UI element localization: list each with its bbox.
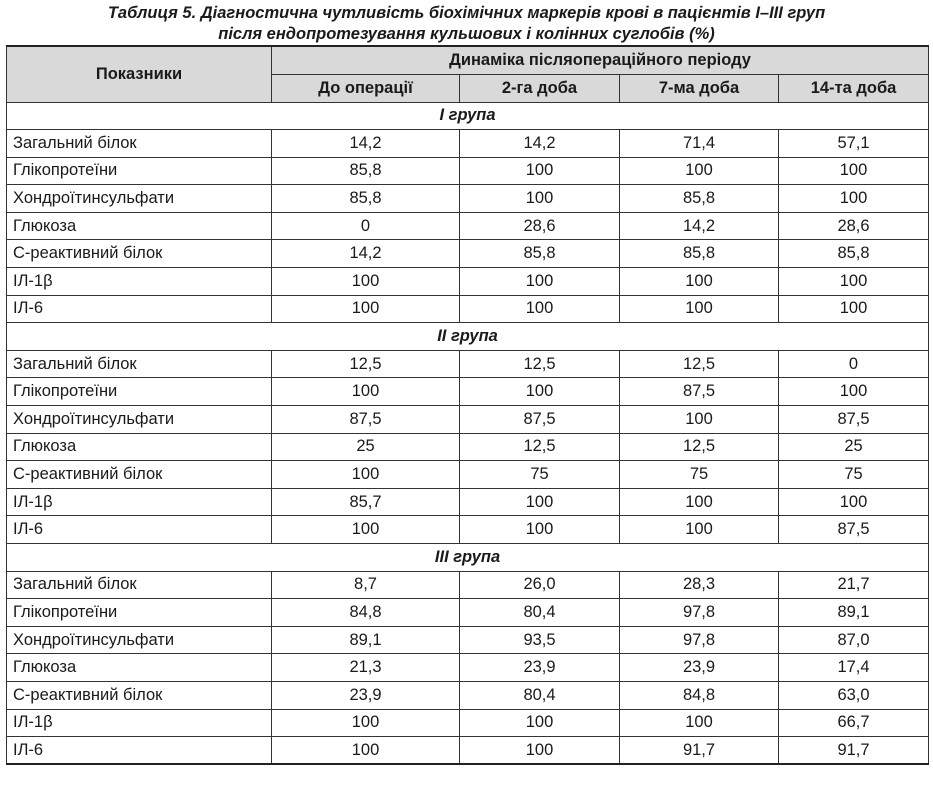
header-col-preop: До операції	[272, 74, 460, 102]
table-row	[7, 212, 929, 240]
value-cell: 12,5	[460, 433, 620, 461]
table-row	[7, 737, 929, 765]
indicator-name: ІЛ-1β	[7, 268, 272, 296]
table-row	[7, 654, 929, 682]
value-cell: 17,4	[779, 654, 929, 682]
group-title: II група	[7, 323, 929, 351]
value-cell: 14,2	[272, 130, 460, 158]
value-cell: 100	[460, 185, 620, 213]
value-cell: 89,1	[779, 599, 929, 627]
value-cell: 87,5	[460, 406, 620, 434]
indicator-name: С-реактивний білок	[7, 681, 272, 709]
value-cell: 100	[272, 378, 460, 406]
table-row	[7, 599, 929, 627]
value-cell: 100	[460, 737, 620, 765]
value-cell: 85,8	[620, 240, 779, 268]
indicator-name: Глюкоза	[7, 654, 272, 682]
value-cell: 100	[779, 268, 929, 296]
header-col-day14: 14-та доба	[779, 74, 929, 102]
value-cell: 71,4	[620, 130, 779, 158]
group-header-row	[7, 323, 929, 351]
value-cell: 21,7	[779, 571, 929, 599]
table-body	[7, 102, 929, 764]
value-cell: 12,5	[620, 350, 779, 378]
table-row	[7, 461, 929, 489]
table-row	[7, 681, 929, 709]
indicator-name: ІЛ-6	[7, 516, 272, 544]
value-cell: 85,8	[460, 240, 620, 268]
indicator-name: Загальний білок	[7, 350, 272, 378]
header-indicators: Показники	[7, 46, 272, 102]
table-row	[7, 185, 929, 213]
value-cell: 100	[620, 516, 779, 544]
value-cell: 100	[460, 516, 620, 544]
table-row	[7, 626, 929, 654]
caption-line-1: Таблиця 5. Діагностична чутливість біохімічних маркерів крові в пацієнтів I–III груп	[107, 4, 826, 22]
value-cell: 100	[272, 737, 460, 765]
value-cell: 100	[779, 488, 929, 516]
value-cell: 21,3	[272, 654, 460, 682]
indicator-name: Хондроїтинсульфати	[7, 626, 272, 654]
value-cell: 100	[272, 268, 460, 296]
table-row	[7, 571, 929, 599]
value-cell: 84,8	[272, 599, 460, 627]
value-cell: 89,1	[272, 626, 460, 654]
value-cell: 85,8	[272, 157, 460, 185]
value-cell: 100	[779, 157, 929, 185]
value-cell: 12,5	[620, 433, 779, 461]
value-cell: 100	[620, 488, 779, 516]
indicator-name: Глюкоза	[7, 212, 272, 240]
value-cell: 75	[460, 461, 620, 489]
value-cell: 66,7	[779, 709, 929, 737]
value-cell: 100	[272, 461, 460, 489]
value-cell: 23,9	[272, 681, 460, 709]
indicator-name: ІЛ-1β	[7, 488, 272, 516]
table-row	[7, 240, 929, 268]
value-cell: 100	[272, 295, 460, 323]
value-cell: 100	[779, 185, 929, 213]
table-row	[7, 157, 929, 185]
value-cell: 84,8	[620, 681, 779, 709]
value-cell: 23,9	[460, 654, 620, 682]
value-cell: 100	[460, 378, 620, 406]
value-cell: 26,0	[460, 571, 620, 599]
value-cell: 80,4	[460, 599, 620, 627]
value-cell: 91,7	[779, 737, 929, 765]
table-row	[7, 378, 929, 406]
table-row	[7, 433, 929, 461]
table-row	[7, 350, 929, 378]
value-cell: 100	[779, 295, 929, 323]
group-header-row	[7, 102, 929, 130]
value-cell: 8,7	[272, 571, 460, 599]
value-cell: 14,2	[272, 240, 460, 268]
value-cell: 100	[620, 295, 779, 323]
value-cell: 85,7	[272, 488, 460, 516]
value-cell: 14,2	[620, 212, 779, 240]
indicator-name: ІЛ-6	[7, 295, 272, 323]
value-cell: 100	[620, 709, 779, 737]
indicator-name: С-реактивний білок	[7, 240, 272, 268]
value-cell: 100	[460, 488, 620, 516]
value-cell: 0	[272, 212, 460, 240]
indicator-name: Хондроїтинсульфати	[7, 406, 272, 434]
indicator-name: Глікопротеїни	[7, 157, 272, 185]
value-cell: 25	[272, 433, 460, 461]
value-cell: 80,4	[460, 681, 620, 709]
header-dynamics: Динаміка післяопераційного періоду	[272, 46, 929, 74]
value-cell: 100	[620, 406, 779, 434]
sensitivity-table	[6, 45, 929, 765]
value-cell: 85,8	[620, 185, 779, 213]
value-cell: 28,3	[620, 571, 779, 599]
value-cell: 87,5	[620, 378, 779, 406]
value-cell: 100	[620, 157, 779, 185]
group-title: III група	[7, 544, 929, 572]
value-cell: 87,5	[779, 516, 929, 544]
table-row	[7, 130, 929, 158]
value-cell: 23,9	[620, 654, 779, 682]
value-cell: 57,1	[779, 130, 929, 158]
value-cell: 100	[779, 378, 929, 406]
value-cell: 0	[779, 350, 929, 378]
group-header-row	[7, 544, 929, 572]
indicator-name: Загальний білок	[7, 130, 272, 158]
value-cell: 100	[460, 709, 620, 737]
value-cell: 93,5	[460, 626, 620, 654]
indicator-name: Глікопротеїни	[7, 599, 272, 627]
value-cell: 100	[272, 516, 460, 544]
value-cell: 28,6	[779, 212, 929, 240]
table-row	[7, 709, 929, 737]
value-cell: 87,5	[779, 406, 929, 434]
indicator-name: ІЛ-6	[7, 737, 272, 765]
caption-line-2: після ендопротезування кульшових і колінних суглобів (%)	[218, 25, 715, 43]
value-cell: 25	[779, 433, 929, 461]
indicator-name: Загальний білок	[7, 571, 272, 599]
value-cell: 100	[460, 157, 620, 185]
indicator-name: Хондроїтинсульфати	[7, 185, 272, 213]
value-cell: 87,0	[779, 626, 929, 654]
value-cell: 91,7	[620, 737, 779, 765]
value-cell: 100	[460, 268, 620, 296]
value-cell: 100	[460, 295, 620, 323]
table-caption	[0, 3, 933, 45]
value-cell: 97,8	[620, 626, 779, 654]
value-cell: 75	[620, 461, 779, 489]
table-row	[7, 406, 929, 434]
table-header	[7, 46, 929, 102]
table-row	[7, 516, 929, 544]
indicator-name: Глікопротеїни	[7, 378, 272, 406]
value-cell: 85,8	[779, 240, 929, 268]
header-col-day2: 2-га доба	[460, 74, 620, 102]
value-cell: 12,5	[272, 350, 460, 378]
value-cell: 87,5	[272, 406, 460, 434]
indicator-name: ІЛ-1β	[7, 709, 272, 737]
group-title: I група	[7, 102, 929, 130]
table-row	[7, 488, 929, 516]
table-row	[7, 295, 929, 323]
indicator-name: С-реактивний білок	[7, 461, 272, 489]
value-cell: 97,8	[620, 599, 779, 627]
value-cell: 100	[272, 709, 460, 737]
header-col-day7: 7-ма доба	[620, 74, 779, 102]
value-cell: 14,2	[460, 130, 620, 158]
value-cell: 100	[620, 268, 779, 296]
table-row	[7, 268, 929, 296]
value-cell: 75	[779, 461, 929, 489]
value-cell: 12,5	[460, 350, 620, 378]
indicator-name: Глюкоза	[7, 433, 272, 461]
value-cell: 85,8	[272, 185, 460, 213]
value-cell: 63,0	[779, 681, 929, 709]
value-cell: 28,6	[460, 212, 620, 240]
